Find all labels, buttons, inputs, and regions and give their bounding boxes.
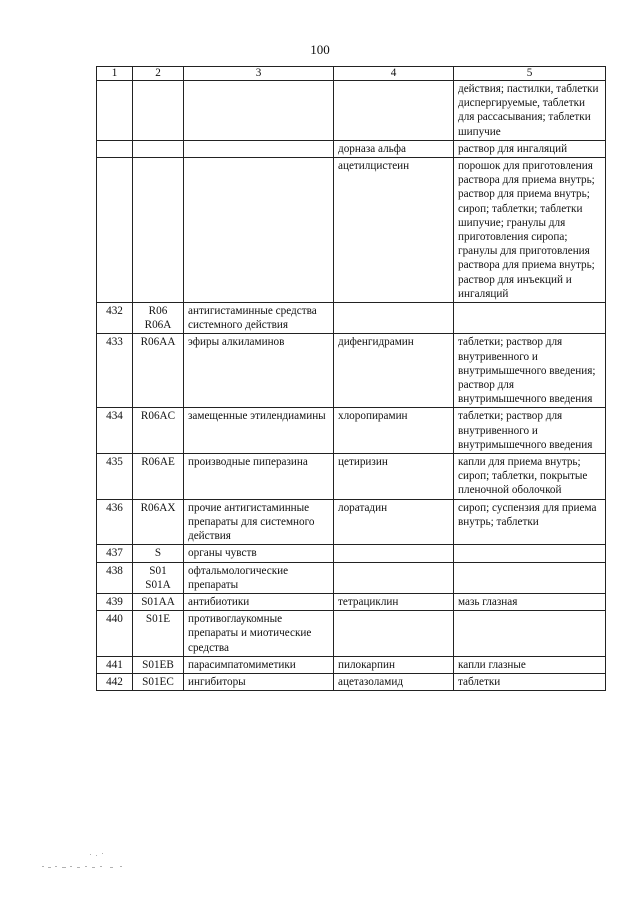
anatomical-therapeutic-group: парасимпатомиметики: [184, 656, 334, 673]
dosage-forms: мазь глазная: [454, 593, 606, 610]
dosage-forms: сироп; суспензия для приема внутрь; таблетки: [454, 499, 606, 545]
row-number: 434: [97, 408, 133, 454]
row-number: 436: [97, 499, 133, 545]
row-number: 438: [97, 562, 133, 593]
atc-code-cell: [133, 499, 184, 545]
atc-code: S01E: [145, 613, 171, 626]
anatomical-therapeutic-group: [184, 81, 334, 141]
atc-code: R06AC: [140, 410, 176, 423]
drug-name: [334, 81, 454, 141]
atc-code-cell: [133, 303, 184, 334]
anatomical-therapeutic-group: ингибиторы: [184, 673, 334, 690]
row-number: 440: [97, 611, 133, 657]
atc-code-cell: [133, 611, 184, 657]
atc-code: R06AA: [140, 336, 176, 349]
atc-code-cell: [133, 454, 184, 500]
drug-list-table: [96, 66, 606, 691]
dosage-forms: [454, 562, 606, 593]
drug-name: лоратадин: [334, 499, 454, 545]
drug-name: [334, 562, 454, 593]
row-number: 435: [97, 454, 133, 500]
drug-name: [334, 611, 454, 657]
row-number: 441: [97, 656, 133, 673]
atc-code: R06AX: [140, 501, 176, 514]
row-number: 433: [97, 334, 133, 408]
atc-code-cell: [133, 334, 184, 408]
atc-code-cell: [133, 140, 184, 157]
row-number: 439: [97, 593, 133, 610]
dosage-forms: раствор для ингаляций: [454, 140, 606, 157]
dosage-forms: [454, 303, 606, 334]
dosage-forms: [454, 545, 606, 562]
row-number: 442: [97, 673, 133, 690]
atc-code: S01EB: [142, 658, 174, 671]
table-row: [97, 562, 606, 593]
atc-code-cell: [133, 656, 184, 673]
anatomical-therapeutic-group: [184, 140, 334, 157]
atc-code-cell: [133, 408, 184, 454]
column-header: 2: [133, 67, 184, 81]
table-row: [97, 158, 606, 303]
atc-code: R06AE: [141, 456, 175, 469]
atc-code-cell: [133, 562, 184, 593]
atc-code-cell: [133, 593, 184, 610]
drug-name: [334, 303, 454, 334]
atc-code: S01EC: [142, 675, 174, 688]
drug-name: цетиризин: [334, 454, 454, 500]
atc-code: R06A: [144, 319, 172, 332]
anatomical-therapeutic-group: противоглаукомные препараты и миотические средства: [184, 611, 334, 657]
anatomical-therapeutic-group: антигистаминные средства системного действия: [184, 303, 334, 334]
atc-code: S01A: [145, 578, 171, 591]
drug-name: хлоропирамин: [334, 408, 454, 454]
drug-name: тетрациклин: [334, 593, 454, 610]
atc-code-cell: [133, 81, 184, 141]
table-row: [97, 303, 606, 334]
dosage-forms: порошок для приготовления раствора для приема внутрь; раствор для приема внутрь; сироп; таблетки; таблетки шипучие; гранулы для приготовления сиропа; гранулы для приготовления раствора для приема внутрь; раствор для инъекций и ингаляций: [454, 158, 606, 303]
row-number: 437: [97, 545, 133, 562]
anatomical-therapeutic-group: замещенные этилендиамины: [184, 408, 334, 454]
atc-code-cell: [133, 158, 184, 303]
column-header: 1: [97, 67, 133, 81]
anatomical-therapeutic-group: производные пиперазина: [184, 454, 334, 500]
dosage-forms: таблетки; раствор для внутривенного и внутримышечного введения: [454, 408, 606, 454]
table-row: [97, 656, 606, 673]
row-number: [97, 140, 133, 157]
dosage-forms: капли глазные: [454, 656, 606, 673]
column-header: 5: [454, 67, 606, 81]
table-row: [97, 408, 606, 454]
table-body: [97, 81, 606, 691]
table-row: [97, 673, 606, 690]
column-header: 4: [334, 67, 454, 81]
table-row: [97, 454, 606, 500]
table-row: [97, 499, 606, 545]
atc-code: S01AA: [141, 595, 175, 608]
anatomical-therapeutic-group: органы чувств: [184, 545, 334, 562]
drug-name: дифенгидрамин: [334, 334, 454, 408]
page-number: 100: [310, 42, 330, 57]
table-row: [97, 81, 606, 141]
table-row: [97, 611, 606, 657]
atc-code: S01: [149, 564, 167, 577]
column-header: 3: [184, 67, 334, 81]
dosage-forms: таблетки; раствор для внутривенного и внутримышечного введения; раствор для внутримышечного введения: [454, 334, 606, 408]
table-row: [97, 593, 606, 610]
anatomical-therapeutic-group: эфиры алкиламинов: [184, 334, 334, 408]
anatomical-therapeutic-group: прочие антигистаминные препараты для системного действия: [184, 499, 334, 545]
drug-name: ацетазоламид: [334, 673, 454, 690]
drug-name: дорназа альфа: [334, 140, 454, 157]
scan-artifact-marks: [40, 846, 160, 876]
table-row: [97, 545, 606, 562]
header-row: [97, 67, 606, 81]
dosage-forms: действия; пастилки, таблетки диспергируемые, таблетки для рассасывания; таблетки шипучие: [454, 81, 606, 141]
anatomical-therapeutic-group: офтальмологические препараты: [184, 562, 334, 593]
drug-name: [334, 545, 454, 562]
row-number: [97, 81, 133, 141]
drug-name: ацетилцистеин: [334, 158, 454, 303]
dosage-forms: [454, 611, 606, 657]
drug-name: пилокарпин: [334, 656, 454, 673]
table-row: [97, 140, 606, 157]
atc-code-cell: [133, 673, 184, 690]
atc-code-cell: [133, 545, 184, 562]
table-row: [97, 334, 606, 408]
row-number: 432: [97, 303, 133, 334]
anatomical-therapeutic-group: антибиотики: [184, 593, 334, 610]
dosage-forms: капли для приема внутрь; сироп; таблетки, покрытые пленочной оболочкой: [454, 454, 606, 500]
anatomical-therapeutic-group: [184, 158, 334, 303]
row-number: [97, 158, 133, 303]
dosage-forms: таблетки: [454, 673, 606, 690]
atc-code: R06: [148, 305, 168, 318]
atc-code: S: [154, 547, 162, 560]
